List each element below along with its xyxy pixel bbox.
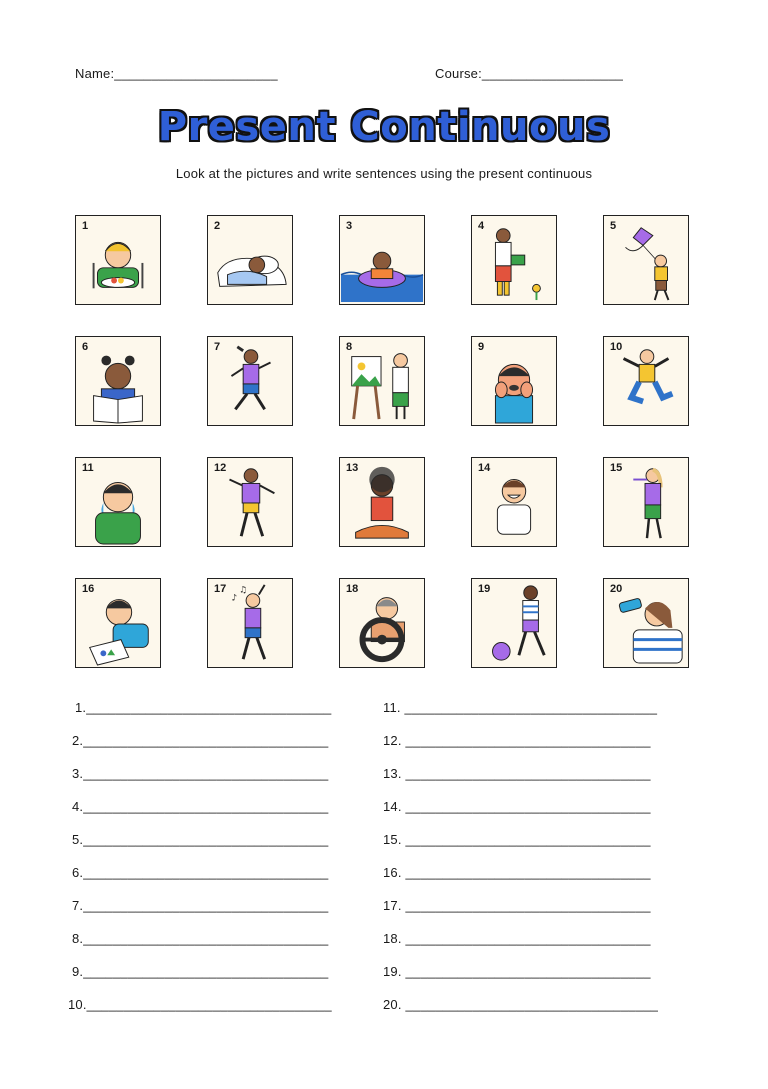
- picture-number: 10: [610, 341, 623, 353]
- swimming-icon: [340, 216, 424, 304]
- picture-number: 20: [610, 583, 623, 595]
- answer-line-13[interactable]: 13. _________________________________: [383, 766, 651, 781]
- picture-card-5: [603, 215, 689, 305]
- picture-number: 14: [478, 462, 491, 474]
- picture-card-1: [75, 215, 161, 305]
- answer-line-12[interactable]: 12. _________________________________: [383, 733, 651, 748]
- picture-card-16: [75, 578, 161, 668]
- picture-card-10: [603, 336, 689, 426]
- picture-number: 6: [82, 341, 89, 353]
- picture-number: 18: [346, 583, 359, 595]
- answer-line-14[interactable]: 14. _________________________________: [383, 799, 651, 814]
- answer-line-2[interactable]: 2._________________________________: [72, 733, 329, 748]
- picture-number: 2: [214, 220, 221, 232]
- picture-number: 12: [214, 462, 227, 474]
- picture-number: 4: [478, 220, 485, 232]
- picture-card-18: [339, 578, 425, 668]
- svg-text:♪: ♪: [231, 593, 238, 604]
- answer-line-7[interactable]: 7._________________________________: [72, 898, 329, 913]
- picture-number: 17: [214, 583, 227, 595]
- picture-card-13: [339, 457, 425, 547]
- picture-card-19: [471, 578, 557, 668]
- picture-card-7: [207, 336, 293, 426]
- answer-line-5[interactable]: 5._________________________________: [72, 832, 329, 847]
- picture-card-14: [471, 457, 557, 547]
- page-title: Present Continuous: [157, 104, 611, 150]
- reading-icon: [76, 337, 160, 425]
- picture-number: 19: [478, 583, 491, 595]
- answer-line-8[interactable]: 8._________________________________: [72, 931, 329, 946]
- picture-card-12: [207, 457, 293, 547]
- flying-kite-icon: [604, 216, 688, 304]
- painting-icon: [340, 337, 424, 425]
- picture-card-20: [603, 578, 689, 668]
- answer-line-4[interactable]: 4._________________________________: [72, 799, 329, 814]
- answer-line-11[interactable]: 11. __________________________________: [383, 700, 658, 715]
- picture-card-4: [471, 215, 557, 305]
- answer-line-3[interactable]: 3._________________________________: [72, 766, 329, 781]
- picture-card-8: [339, 336, 425, 426]
- answer-line-9[interactable]: 9._________________________________: [72, 964, 329, 979]
- picture-number: 15: [610, 462, 623, 474]
- answer-line-6[interactable]: 6._________________________________: [72, 865, 329, 880]
- picture-number: 16: [82, 583, 95, 595]
- picture-card-2: [207, 215, 293, 305]
- picture-number: 5: [610, 220, 617, 232]
- picture-number: 3: [346, 220, 353, 232]
- picture-card-3: [339, 215, 425, 305]
- picture-card-17: [207, 578, 293, 668]
- picture-number: 8: [346, 341, 353, 353]
- name-field-label: Name:______________________: [75, 66, 278, 81]
- sneezing-icon: [472, 337, 556, 425]
- picture-card-9: [471, 336, 557, 426]
- answer-line-17[interactable]: 17. _________________________________: [383, 898, 651, 913]
- picture-card-11: [75, 457, 161, 547]
- watering-plants-icon: [472, 216, 556, 304]
- answer-line-16[interactable]: 16. _________________________________: [383, 865, 651, 880]
- answer-line-19[interactable]: 19. _________________________________: [383, 964, 651, 979]
- answer-line-10[interactable]: 10._________________________________: [68, 997, 332, 1012]
- running-icon: [208, 337, 292, 425]
- eating-icon: [76, 216, 160, 304]
- course-field-label: Course:___________________: [435, 66, 624, 81]
- picture-card-6: [75, 336, 161, 426]
- sleeping-icon: [208, 216, 292, 304]
- picture-number: 1: [82, 220, 89, 232]
- answer-line-20[interactable]: 20. __________________________________: [383, 997, 659, 1012]
- picture-card-15: [603, 457, 689, 547]
- answer-line-18[interactable]: 18. _________________________________: [383, 931, 651, 946]
- picture-number: 13: [346, 462, 359, 474]
- instructions: Look at the pictures and write sentences using the present continuous: [175, 166, 593, 181]
- answer-line-1[interactable]: 1._________________________________: [75, 700, 332, 715]
- picture-number: 7: [214, 341, 221, 353]
- svg-text:♫: ♫: [239, 585, 248, 596]
- picture-number: 9: [478, 341, 485, 353]
- picture-number: 11: [82, 462, 94, 474]
- answer-line-15[interactable]: 15. _________________________________: [383, 832, 651, 847]
